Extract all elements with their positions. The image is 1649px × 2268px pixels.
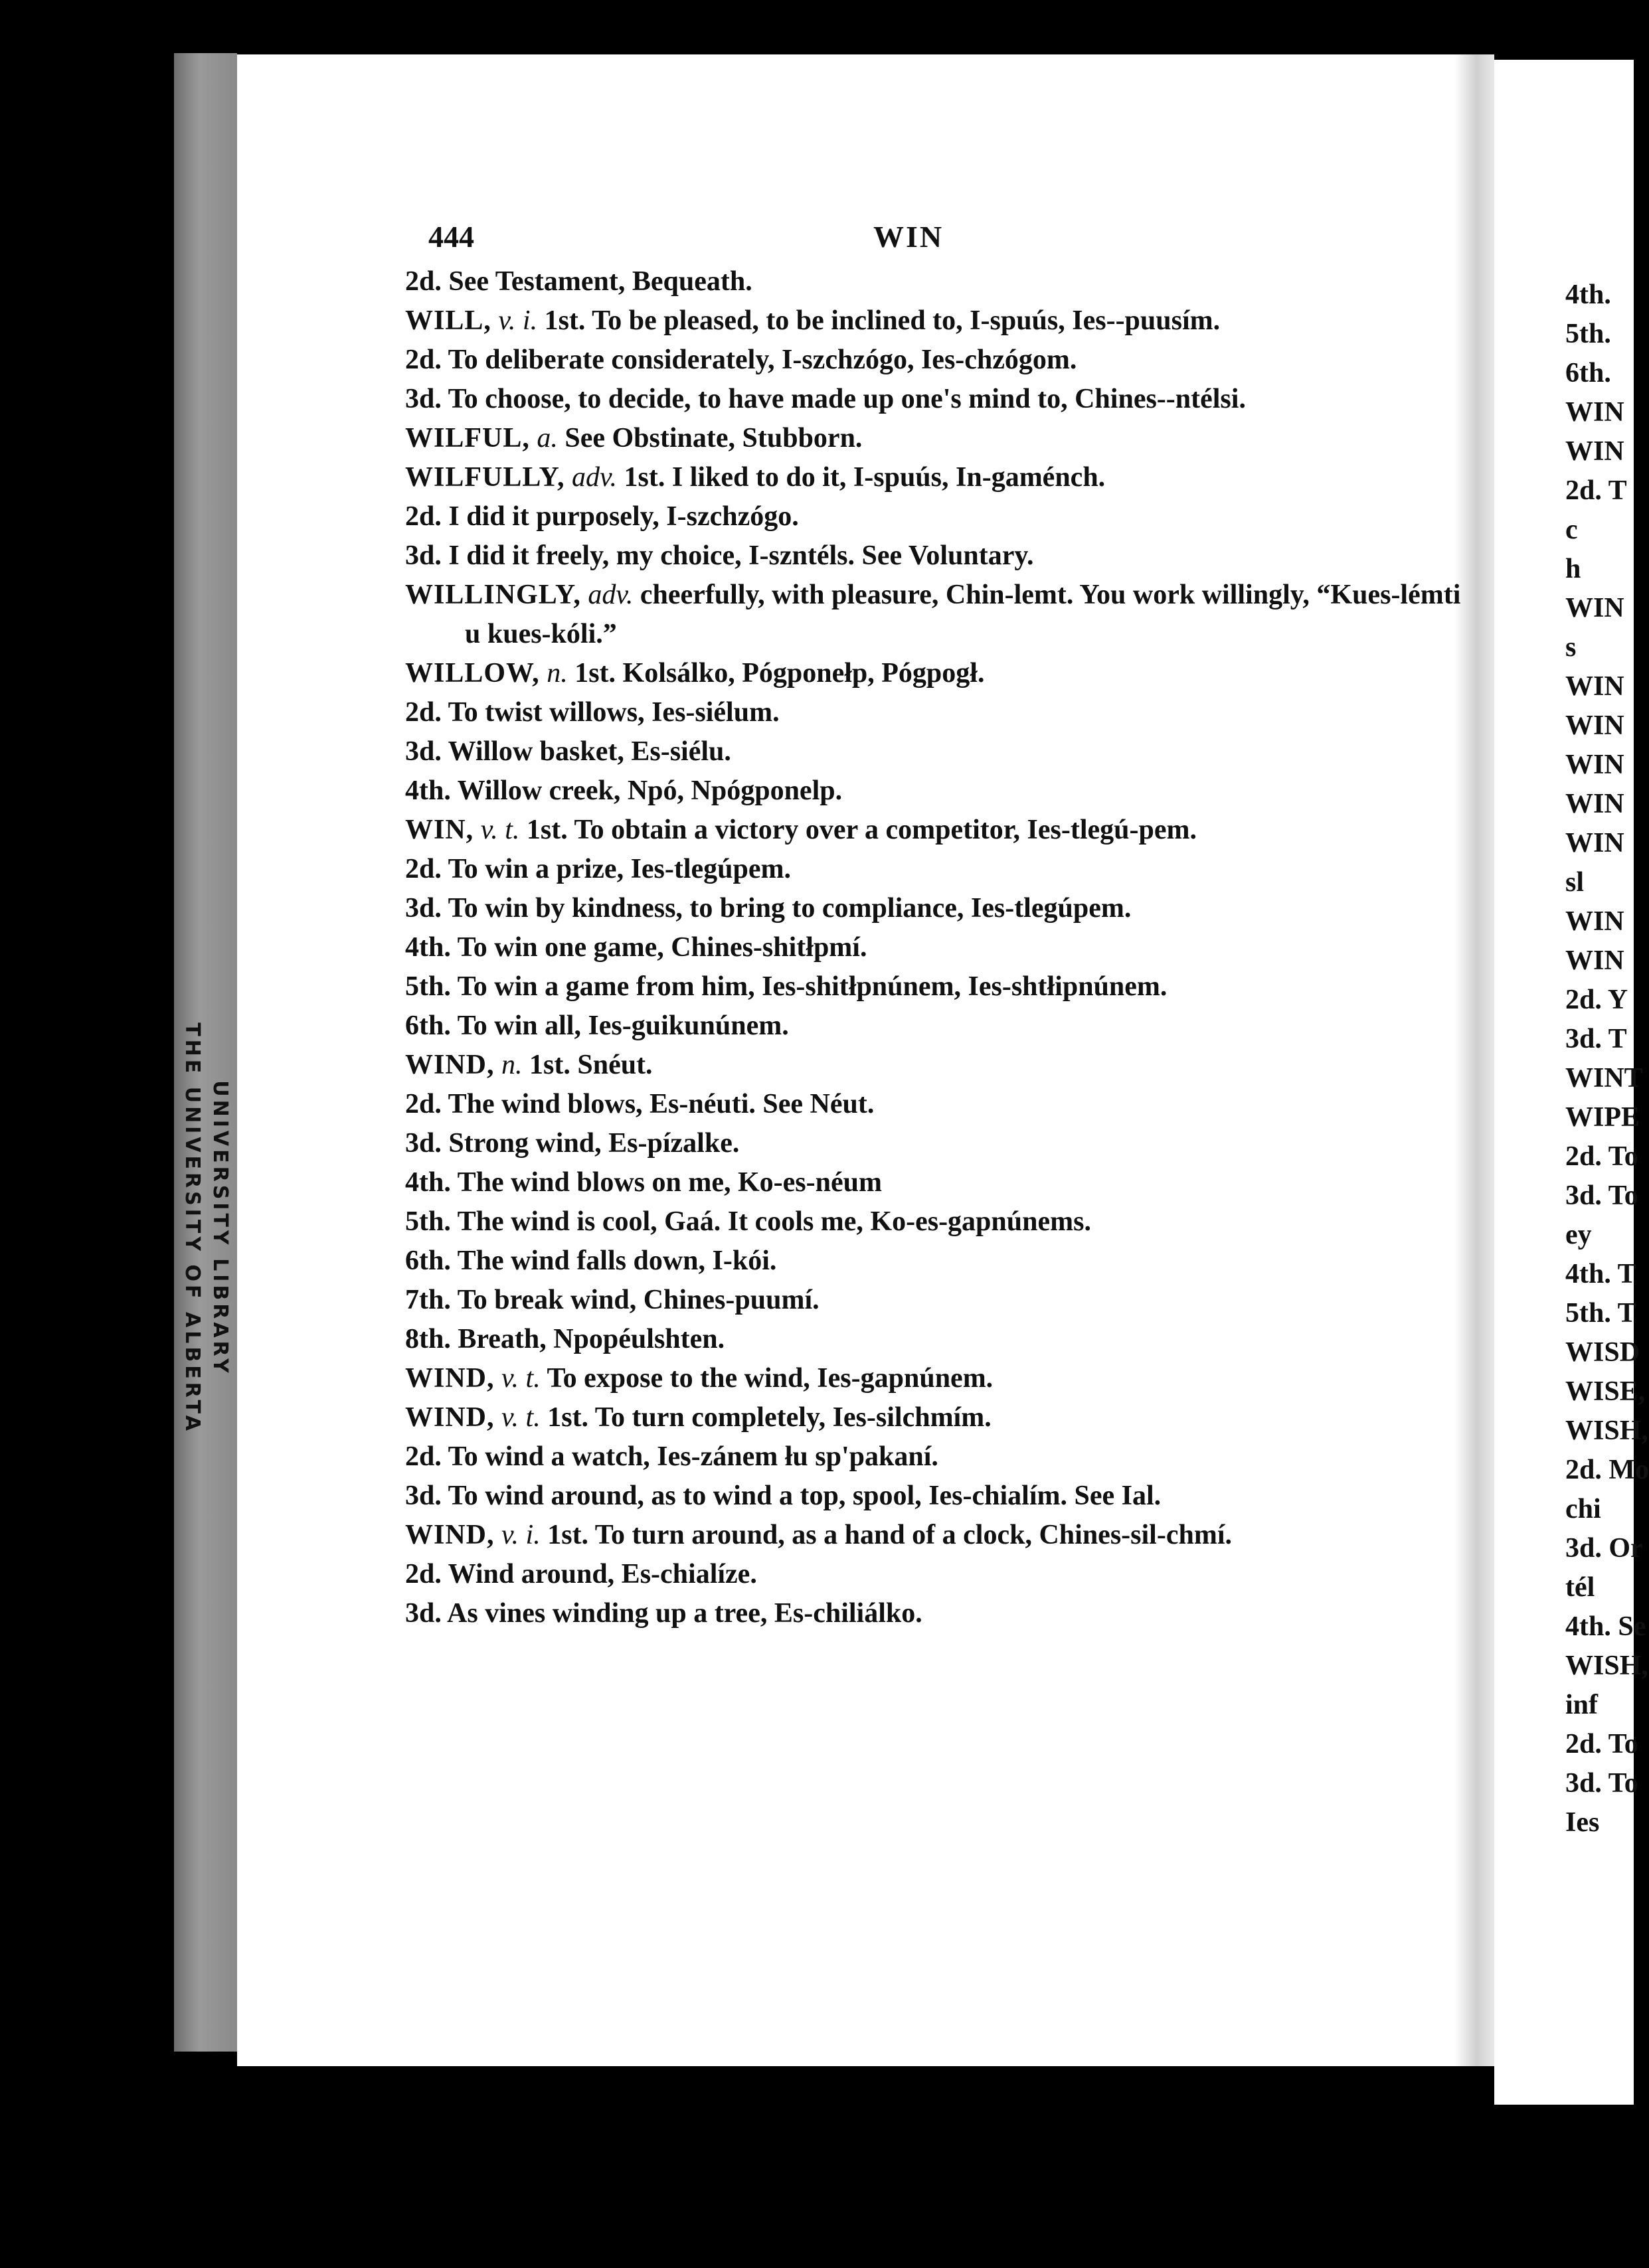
right-page-line: 2d. T (1565, 475, 1627, 506)
right-page-line: WISH, (1565, 1651, 1648, 1681)
right-page-line: 3d. T (1565, 1024, 1627, 1054)
headword: WILLOW, (405, 658, 540, 688)
right-page-line: 4th. T (1565, 1259, 1636, 1289)
right-page-line: s (1565, 632, 1577, 663)
part-of-speech: v. i. (498, 305, 538, 336)
dictionary-entry (405, 1594, 1468, 1633)
dictionary-entry (405, 889, 1468, 928)
part-of-speech: a. (537, 423, 558, 453)
right-page-line: WIN (1565, 671, 1624, 702)
part-of-speech: v. i. (501, 1520, 541, 1550)
definition-text: 2d. The wind blows, Es-néuti. See Néut. (405, 1089, 875, 1119)
definition-text: 2d. Wind around, Es-chialíze. (405, 1559, 757, 1589)
dictionary-entry (405, 419, 1468, 458)
dictionary-entry (405, 458, 1468, 497)
right-page-line: h (1565, 554, 1581, 584)
dictionary-entry (405, 497, 1468, 536)
dictionary-entry (405, 576, 1468, 654)
dictionary-entry (405, 693, 1468, 732)
dictionary-entry (405, 1007, 1468, 1046)
dictionary-entry (405, 771, 1468, 811)
definition-text: 5th. The wind is cool, Gaá. It cools me, Ko-es-gapnúnems. (405, 1206, 1091, 1237)
part-of-speech: n. (501, 1050, 523, 1080)
right-page-line: WIN (1565, 750, 1624, 780)
headword: WILLINGLY, (405, 580, 581, 610)
dictionary-entry (405, 1281, 1468, 1320)
definition-text: 4th. The wind blows on me, Ko-es-néum (405, 1167, 882, 1198)
definition-text: 5th. To win a game from him, Ies-shitłpnúnem, Ies-shtłipnúnem. (405, 971, 1168, 1002)
right-page-line: WIN (1565, 789, 1624, 819)
definition-text: 3d. I did it freely, my choice, I-szntéls. See Voluntary. (405, 540, 1034, 571)
right-page-line: 3d. Or (1565, 1533, 1643, 1564)
definition-text: 3d. Strong wind, Es-pízalke. (405, 1128, 740, 1159)
right-page-line: WIN (1565, 828, 1624, 858)
right-page-line: Ies (1565, 1807, 1600, 1838)
definition-text: 4th. Willow creek, Npó, Npógponelp. (405, 775, 843, 806)
right-page-line: WIN (1565, 436, 1624, 467)
right-page-line: 4th. (1565, 280, 1611, 310)
library-stamp (178, 1022, 234, 1434)
headword: WIND, (405, 1520, 495, 1550)
definition-text: 6th. The wind falls down, I-kói. (405, 1246, 777, 1276)
right-page-line: WISD (1565, 1337, 1640, 1368)
dictionary-entry (405, 301, 1468, 341)
dictionary-entry (405, 341, 1468, 380)
right-page-line: 4th. Se (1565, 1611, 1646, 1642)
definition-text: 6th. To win all, Ies-guikunúnem. (405, 1011, 789, 1041)
dictionary-entry (405, 967, 1468, 1007)
part-of-speech: adv. (588, 580, 634, 610)
right-page-line: 3d. To (1565, 1768, 1638, 1799)
definition-text: 1st. To be pleased, to be inclined to, I-spuús, Ies--puusím. (544, 305, 1221, 336)
definition-text: 3d. To win by kindness, to bring to compliance, Ies-tlegúpem. (405, 893, 1132, 924)
right-page-line: WIN (1565, 906, 1624, 937)
definition-text: 1st. To turn around, as a hand of a clock, Chines-sil-chmí. (547, 1520, 1232, 1550)
dictionary-entry (405, 1477, 1468, 1516)
definition-text: 1st. To obtain a victory over a competitor, Ies-tlegú-pem. (526, 815, 1197, 845)
dictionary-entry (405, 1163, 1468, 1202)
dictionary-entry (405, 1320, 1468, 1359)
right-page-line: WIN (1565, 397, 1624, 428)
dictionary-entry (405, 811, 1468, 850)
dictionary-entry (405, 928, 1468, 967)
part-of-speech: v. t. (480, 815, 520, 845)
dictionary-entry (405, 1124, 1468, 1163)
dictionary-entry (405, 1242, 1468, 1281)
page-number: 444 (428, 220, 474, 254)
right-page-line: ey (1565, 1220, 1592, 1250)
right-page-line: sl (1565, 867, 1585, 898)
right-page-line: 6th. (1565, 358, 1611, 388)
definition-text: 4th. To win one game, Chines-shitłpmí. (405, 932, 867, 963)
right-page-line: WIPE (1565, 1102, 1640, 1133)
part-of-speech: v. t. (501, 1363, 541, 1394)
headword: WILL, (405, 305, 491, 336)
dictionary-entry (405, 1437, 1468, 1477)
definition-text: 2d. To twist willows, Ies-siélum. (405, 697, 780, 728)
dictionary-entry (405, 1046, 1468, 1085)
definition-text: See Obstinate, Stubborn. (564, 423, 863, 453)
headword: WILFULLY, (405, 462, 565, 493)
running-head: WIN (873, 220, 944, 254)
dictionary-entry (405, 1555, 1468, 1594)
definition-text: cheerfully, with pleasure, Chin-lemt. You work willingly, “Kues-lémti u kues-kóli.” (465, 580, 1461, 649)
right-page-line: tél (1565, 1572, 1595, 1603)
definition-text: 2d. To deliberate considerately, I-szchzógo, Ies-chzógom. (405, 345, 1077, 375)
right-page-line: WIN (1565, 945, 1624, 976)
definition-text: 3d. To choose, to decide, to have made up one's mind to, Chines--ntélsi. (405, 384, 1246, 414)
right-page-line: inf (1565, 1690, 1599, 1720)
dictionary-entry (405, 1398, 1468, 1437)
right-page-line: 2d. To (1565, 1729, 1638, 1759)
headword: WIND, (405, 1402, 495, 1433)
dictionary-entry (405, 732, 1468, 771)
dictionary-entry (405, 262, 1468, 301)
definition-text: 3d. As vines winding up a tree, Es-chiliálko. (405, 1598, 922, 1629)
definition-text: 3d. To wind around, as to wind a top, spool, Ies-chialím. See Ial. (405, 1481, 1162, 1511)
stamp-line-2: THE UNIVERSITY OF ALBERTA (181, 1022, 204, 1434)
definition-text: 1st. Kolsálko, Pógponełp, Pógpogł. (574, 658, 985, 688)
part-of-speech: v. t. (501, 1402, 541, 1433)
right-page-line: 2d. Y (1565, 985, 1628, 1015)
right-page-line: c (1565, 515, 1578, 545)
right-page-line: WISE, (1565, 1376, 1646, 1407)
definition-text: 3d. Willow basket, Es-siélu. (405, 736, 731, 767)
headword: WIND, (405, 1050, 495, 1080)
dictionary-entry (405, 1085, 1468, 1124)
part-of-speech: adv. (572, 462, 618, 493)
dictionary-entry (405, 380, 1468, 419)
headword: WILFUL, (405, 423, 530, 453)
dictionary-entries (405, 262, 1468, 1633)
definition-text: 2d. To win a prize, Ies-tlegúpem. (405, 854, 792, 884)
definition-text: 1st. I liked to do it, I-spuús, In-gaménch. (624, 462, 1106, 493)
dictionary-entry (405, 1202, 1468, 1242)
right-page-fragments (1565, 276, 1649, 1842)
headword: WIND, (405, 1363, 495, 1394)
right-page-line: 2d. To (1565, 1141, 1638, 1172)
right-page-line: 5th. (1565, 319, 1611, 349)
right-page-line: WINT (1565, 1063, 1643, 1094)
definition-text: 2d. I did it purposely, I-szchzógo. (405, 501, 799, 532)
dictionary-entry (405, 1516, 1468, 1555)
stamp-line-1: UNIVERSITY LIBRARY (209, 1080, 232, 1376)
page-header (428, 219, 1444, 259)
right-page-line: 3d. To (1565, 1180, 1638, 1211)
definition-text: 2d. To wind a watch, Ies-zánem łu sp'pakaní. (405, 1441, 938, 1472)
right-page-line: 2d. Mo (1565, 1455, 1649, 1485)
definition-text: 1st. Snéut. (529, 1050, 653, 1080)
dictionary-entry (405, 536, 1468, 576)
dictionary-entry (405, 1359, 1468, 1398)
definition-text: 7th. To break wind, Chines-puumí. (405, 1285, 820, 1315)
part-of-speech: n. (547, 658, 568, 688)
right-page-line: chi (1565, 1494, 1601, 1524)
right-page-line: WIN (1565, 593, 1624, 623)
right-page-line: WIN (1565, 710, 1624, 741)
definition-text: 2d. See Testament, Bequeath. (405, 266, 752, 297)
dictionary-entry (405, 654, 1468, 693)
definition-text: To expose to the wind, Ies-gapnúnem. (547, 1363, 994, 1394)
definition-text: 1st. To turn completely, Ies-silchmím. (547, 1402, 992, 1433)
right-page-line: WISH, (1565, 1416, 1648, 1446)
dictionary-entry (405, 850, 1468, 889)
definition-text: 8th. Breath, Npopéulshten. (405, 1324, 725, 1354)
right-page-line: 5th. T (1565, 1298, 1636, 1329)
headword: WIN, (405, 815, 474, 845)
